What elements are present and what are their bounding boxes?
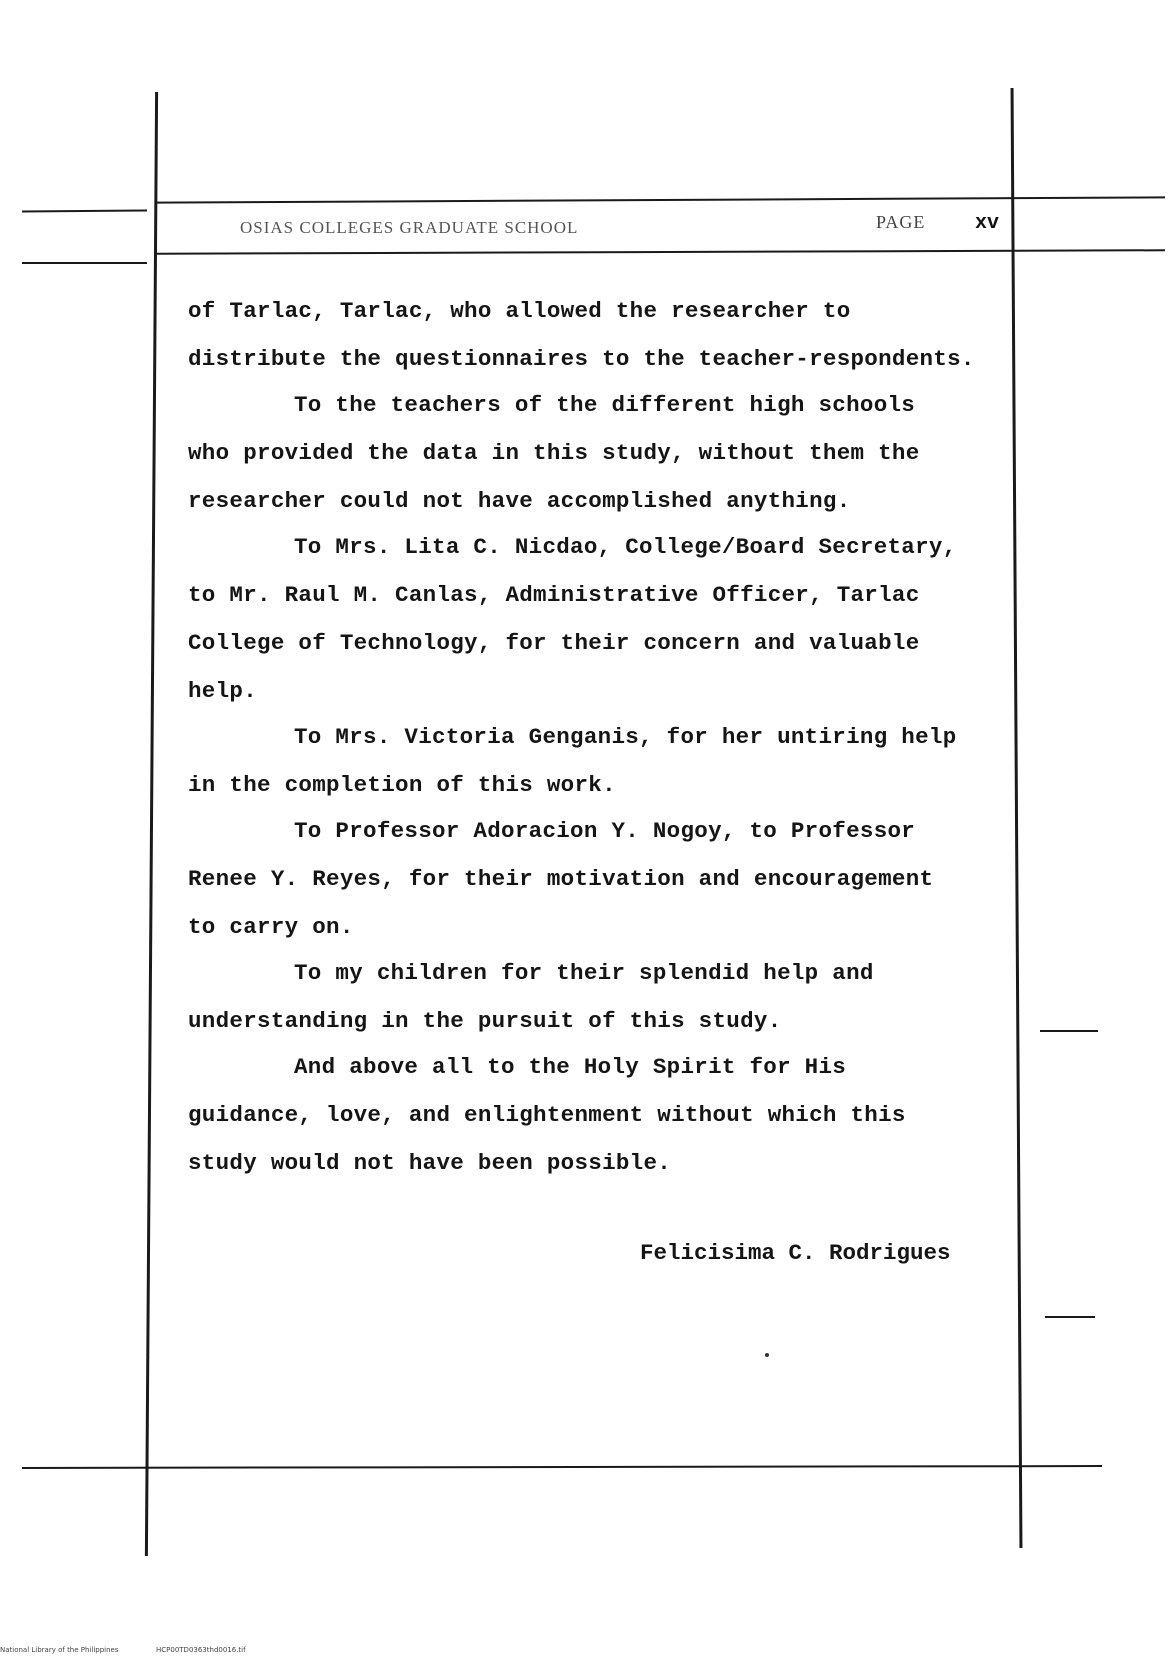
left-tick-top <box>22 209 147 212</box>
body-line: help. <box>188 678 258 704</box>
body-line: understanding in the pursuit of this study. <box>188 1008 782 1034</box>
signature-name: Felicisima C. Rodrigues <box>640 1240 951 1266</box>
page-number: xv <box>975 212 1000 235</box>
body-line: To my children for their splendid help and <box>294 960 874 986</box>
right-margin-rule <box>1011 88 1023 1548</box>
body-line: study would not have been possible. <box>188 1150 672 1176</box>
left-margin-rule <box>145 92 158 1556</box>
right-tick-lower <box>1045 1316 1095 1318</box>
body-line: guidance, love, and enlightenment without which this <box>188 1102 906 1128</box>
body-line: And above all to the Holy Spirit for His <box>294 1054 847 1080</box>
right-tick-middle <box>1040 1030 1098 1032</box>
footer-filename: HCP00TD0363thd0016.tif <box>156 1646 246 1654</box>
body-line: who provided the data in this study, without them the <box>188 440 920 466</box>
body-line: Renee Y. Reyes, for their motivation and encouragement <box>188 866 934 892</box>
body-line: To Professor Adoracion Y. Nogoy, to Professor <box>294 818 916 844</box>
body-line: to carry on. <box>188 914 354 940</box>
left-tick-second <box>22 262 147 264</box>
body-line: College of Technology, for their concern and valuable <box>188 630 920 656</box>
page-label: PAGE <box>876 212 926 232</box>
school-name-header: OSIAS COLLEGES GRADUATE SCHOOL <box>240 218 579 237</box>
stray-mark <box>765 1353 769 1357</box>
body-line: To Mrs. Victoria Genganis, for her untiring help <box>294 724 957 750</box>
body-line: in the completion of this work. <box>188 772 616 798</box>
body-line: To the teachers of the different high schools <box>294 392 916 418</box>
bottom-rule <box>22 1465 1102 1469</box>
body-line: of Tarlac, Tarlac, who allowed the researcher to <box>188 298 851 324</box>
body-line: to Mr. Raul M. Canlas, Administrative Officer, Tarlac <box>188 582 920 608</box>
body-line: To Mrs. Lita C. Nicdao, College/Board Secretary, <box>294 534 957 560</box>
body-line: distribute the questionnaires to the teacher-respondents. <box>188 346 975 372</box>
body-line: researcher could not have accomplished anything. <box>188 488 851 514</box>
footer-library: National Library of the Philippines <box>0 1646 119 1654</box>
scan-footer <box>0 1646 246 1654</box>
